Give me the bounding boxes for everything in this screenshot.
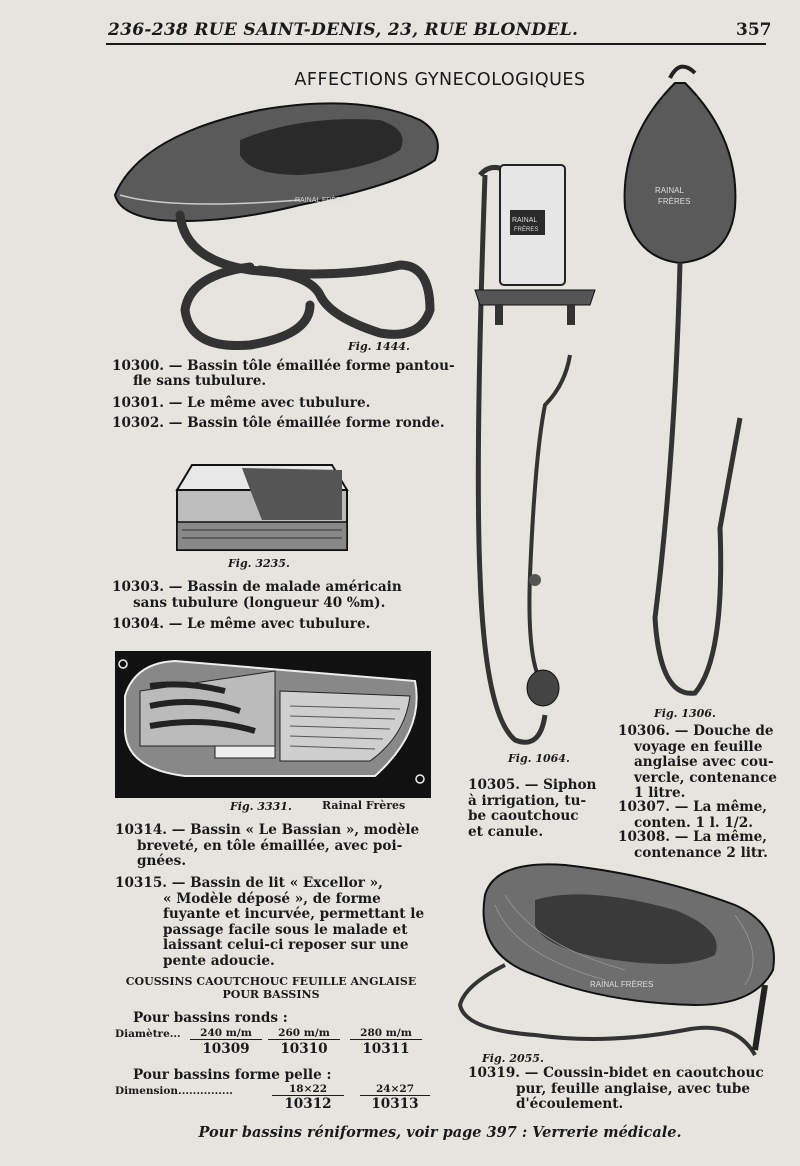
douche-stamp-1: RAINAL [655,186,684,195]
page-number: 357 [736,20,772,40]
item-10308-line2: contenance 2 litr. [634,844,768,861]
item-10308-line1: 10308. — La même, [618,829,767,845]
fig-2055-label: Fig. 2055. [482,1052,544,1065]
item-10305-line3: be caoutchouc [468,808,579,824]
page-title: AFFECTIONS GYNECOLOGIQUES [294,70,586,90]
header-rule [106,43,766,45]
pelle-size-2: 24×27 [360,1083,430,1096]
siphon-irrigation-illustration [465,155,605,755]
coussins-heading-line2: POUR BASSINS [222,988,320,1001]
ronds-size-2: 260 m/m [268,1027,340,1040]
item-10303-line2: sans tubulure (longueur 40 %m). [133,595,386,611]
diametre-label: Diamètre... [115,1028,181,1040]
item-10307-line1: 10307. — La même, [618,799,767,815]
item-10315-line1: 10315. — Bassin de lit « Excellor », [115,875,383,891]
item-10300-line2: fle sans tubulure. [133,373,267,389]
item-10319-line1: 10319. — Coussin-bidet en caoutchouc [468,1065,764,1081]
item-10314 [115,823,435,870]
coussin-bidet-illustration [455,855,785,1065]
item-10315-line6: pente adoucie. [163,952,275,969]
item-10315-line2: « Modèle déposé », de forme [163,890,381,907]
item-10302: 10302. — Bassin tôle émaillée forme ronde. [112,415,445,431]
item-10306 [618,724,798,802]
pelle-label: Pour bassins forme pelle : [133,1067,332,1083]
douche-bag-illustration [615,58,765,708]
bedpan-slipper-illustration [100,95,450,355]
item-10315 [115,876,435,969]
fig-1444-label: Fig. 1444. [348,340,410,353]
item-10319 [468,1066,778,1113]
siphon-stamp-1: RAINAL [512,217,538,224]
fig-3331-brand: Rainal Frères [322,799,406,812]
ronds-size-1: 240 m/m [190,1027,262,1040]
item-10306-line5: 1 litre. [634,785,686,801]
fig-1064-label: Fig. 1064. [508,752,570,765]
item-10300-line1: 10300. — Bassin tôle émaillée forme pantou- [112,358,455,374]
item-10305-line2: à irrigation, tu- [468,792,587,809]
douche-stamp-2: FRÈRES [658,197,691,206]
pelle-size-1: 18×22 [272,1083,344,1096]
item-10307 [618,800,798,831]
fig-3235-label: Fig. 3235. [228,557,290,570]
coussins-heading [115,975,427,1001]
rectangular-bedpan-illustration [172,460,352,555]
coussin-stamp: RAINAL FRÈRES [590,980,654,989]
item-10315-line3: fuyante et incurvée, permettant le [163,906,425,922]
item-10314-line3: gnées. [137,853,187,869]
ronds-ref-3: 10311 [362,1041,410,1057]
pelle-ref-1: 10312 [284,1096,332,1112]
footer-note: Pour bassins réniformes, voir page 397 : Verrerie médicale. [198,1124,682,1141]
ronds-ref-1: 10309 [202,1041,250,1057]
header-address: 236-238 RUE SAINT-DENIS, 23, RUE BLONDEL. [108,20,579,40]
ronds-label: Pour bassins ronds : [133,1010,288,1026]
coussins-heading-line1: COUSSINS CAOUTCHOUC FEUILLE ANGLAISE [125,975,417,988]
dimension-label: Dimension............... [115,1085,233,1097]
item-10305-line1: 10305. — Siphon [468,777,597,793]
item-10319-line2: pur, feuille anglaise, avec tube [516,1080,751,1097]
item-10301: 10301. — Le même avec tubulure. [112,395,371,411]
item-10315-line4: passage facile sous le malade et [163,921,408,938]
item-10305-line4: et canule. [468,823,544,840]
item-10306-line4: vercle, contenance [634,769,777,786]
item-10307-line2: conten. 1 l. 1/2. [634,814,753,831]
fig-1306-label: Fig. 1306. [654,707,716,720]
item-10304: 10304. — Le même avec tubulure. [112,616,371,632]
ronds-ref-2: 10310 [280,1041,328,1057]
item-10303-line1: 10303. — Bassin de malade américain [112,579,402,595]
item-10305 [468,778,596,840]
item-10306-line2: voyage en feuille [634,738,763,755]
item-10314-line2: breveté, en tôle émaillée, avec poi- [137,837,403,854]
ronds-size-3: 280 m/m [350,1027,422,1040]
item-10319-line3: d'écoulement. [516,1096,624,1112]
bedpan-stamp: RAINAL FRÈRES [295,197,351,204]
item-10315-line5: laissant celui-ci reposer sur une [163,937,409,953]
fig-3331-label: Fig. 3331. [230,800,292,813]
bassian-bedpan-illustration [115,651,431,798]
item-10306-line3: anglaise avec cou- [634,754,774,770]
item-10306-line1: 10306. — Douche de [618,723,774,739]
pelle-ref-2: 10313 [371,1096,419,1112]
item-10314-line1: 10314. — Bassin « Le Bassian », modèle [115,822,420,838]
siphon-stamp-2: FRÈRES [514,227,539,233]
